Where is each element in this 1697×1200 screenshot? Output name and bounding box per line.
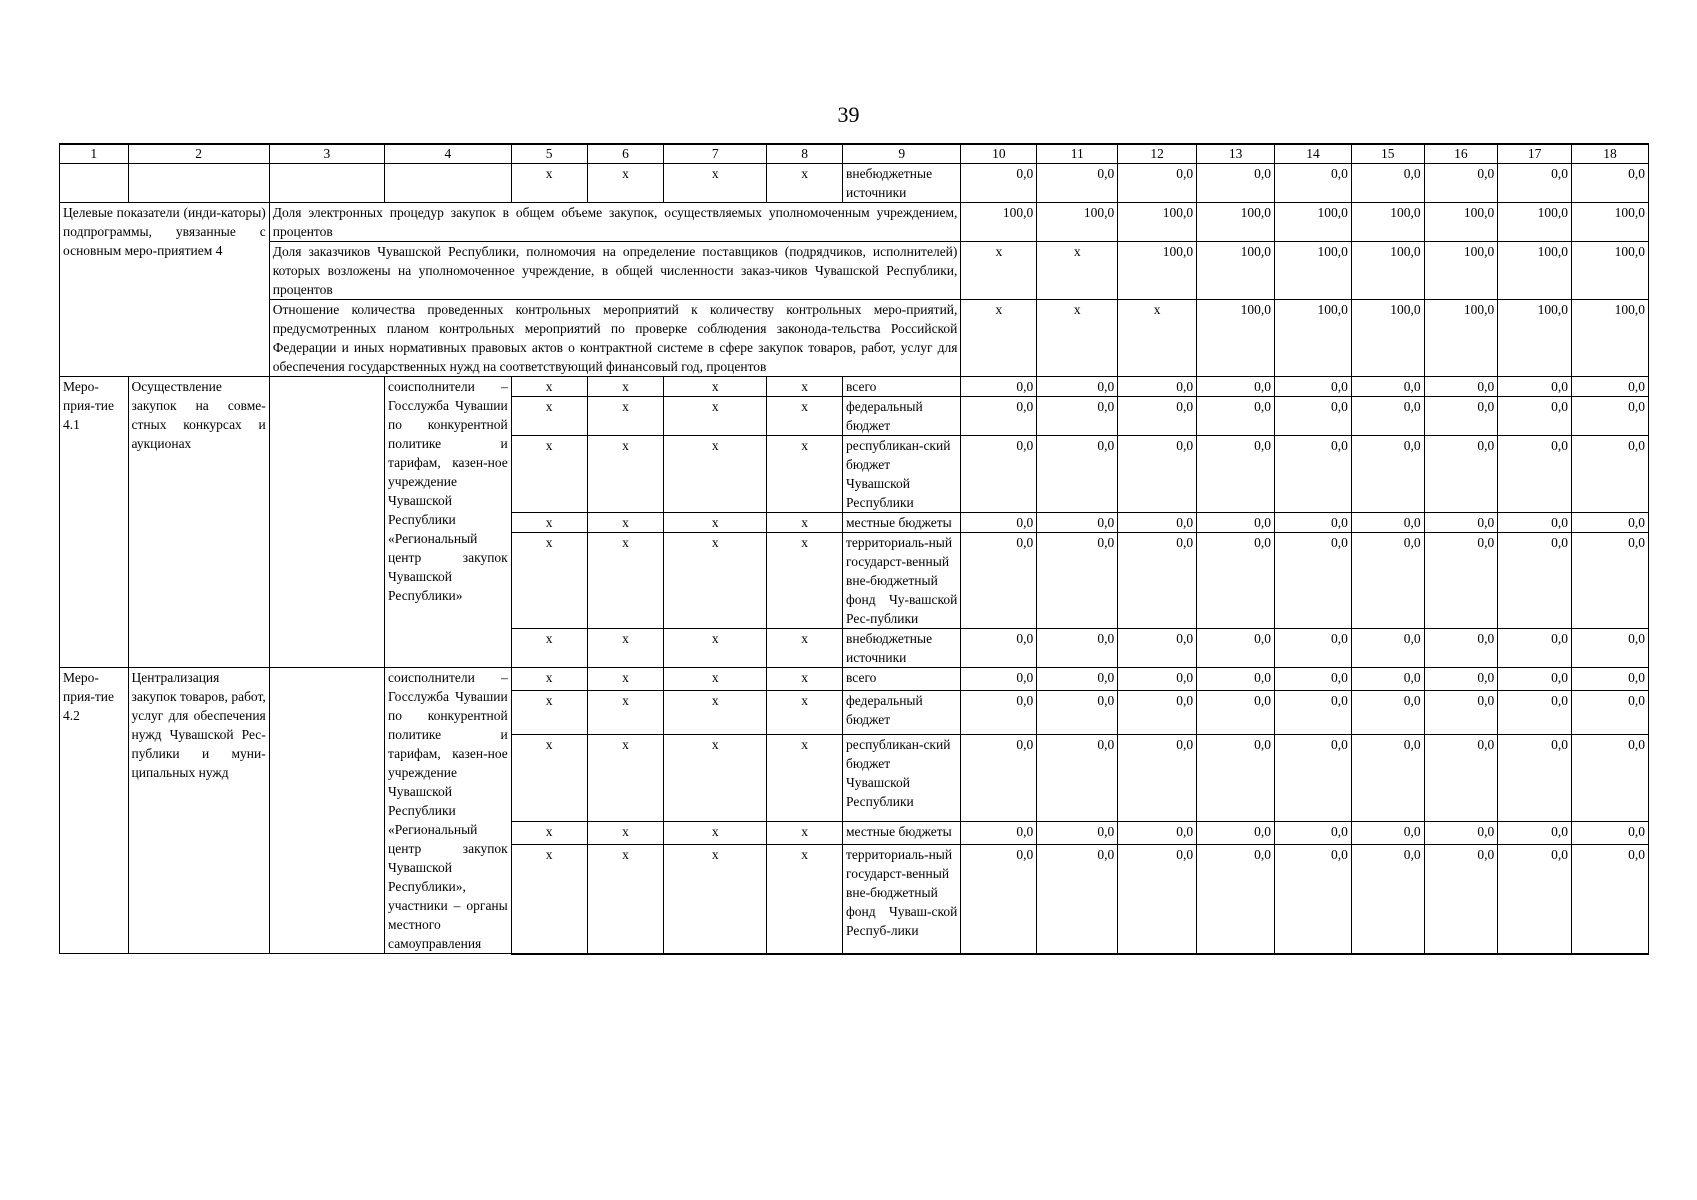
value-cell: 0,0	[1424, 397, 1498, 436]
indicator-row	[60, 300, 1649, 377]
value-cell: 0,0	[1424, 629, 1498, 668]
value-cell: 0,0	[961, 668, 1037, 691]
value-cell: 0,0	[1572, 377, 1649, 397]
source-cell: внебюджетные источники	[843, 164, 961, 203]
x-cell: х	[664, 690, 767, 734]
value-cell: 0,0	[1197, 734, 1275, 821]
source-cell: федеральный бюджет	[843, 690, 961, 734]
value-cell: 0,0	[1572, 436, 1649, 513]
source-cell: всего	[843, 668, 961, 691]
indicator-value: 100,0	[1572, 203, 1649, 242]
value-cell: 0,0	[1351, 734, 1424, 821]
header-cell: 8	[767, 144, 843, 164]
value-cell: 0,0	[1037, 513, 1118, 533]
value-cell: 0,0	[1118, 844, 1197, 953]
indicator-value: х	[1118, 300, 1197, 377]
value-cell: 0,0	[1351, 436, 1424, 513]
value-cell: 0,0	[1275, 436, 1352, 513]
value-cell: 0,0	[1037, 436, 1118, 513]
header-cell: 6	[587, 144, 664, 164]
indicator-value: 100,0	[1197, 300, 1275, 377]
header-cell: 15	[1351, 144, 1424, 164]
indicator-value: 100,0	[1572, 300, 1649, 377]
value-cell: 0,0	[1424, 734, 1498, 821]
value-cell: 0,0	[1275, 690, 1352, 734]
value-cell: 0,0	[1037, 690, 1118, 734]
x-cell: х	[511, 690, 587, 734]
value-cell: 0,0	[1197, 164, 1275, 203]
value-cell: 0,0	[961, 844, 1037, 953]
x-cell: х	[767, 436, 843, 513]
x-cell: х	[511, 822, 587, 845]
value-cell: 0,0	[1498, 734, 1572, 821]
value-cell: 0,0	[1572, 164, 1649, 203]
value-cell: 0,0	[1498, 377, 1572, 397]
measure-row	[60, 377, 1649, 397]
value-cell: 0,0	[1424, 377, 1498, 397]
value-cell: 0,0	[1118, 436, 1197, 513]
x-cell: х	[664, 164, 767, 203]
value-cell: 0,0	[1275, 844, 1352, 953]
indicator-value: 100,0	[1351, 300, 1424, 377]
indicator-value: х	[1037, 300, 1118, 377]
x-cell: х	[587, 629, 664, 668]
value-cell: 0,0	[1275, 513, 1352, 533]
header-cell: 17	[1498, 144, 1572, 164]
empty-cell	[128, 164, 269, 203]
indicator-value: 100,0	[1424, 242, 1498, 300]
measure-row	[60, 668, 1649, 691]
header-cell: 14	[1275, 144, 1352, 164]
empty-cell	[269, 377, 384, 668]
header-cell: 18	[1572, 144, 1649, 164]
indicator-row	[60, 203, 1649, 242]
indicator-value: 100,0	[961, 203, 1037, 242]
header-cell: 1	[60, 144, 129, 164]
x-cell: х	[664, 513, 767, 533]
value-cell: 0,0	[1118, 668, 1197, 691]
x-cell: х	[767, 844, 843, 953]
value-cell: 0,0	[961, 377, 1037, 397]
measure-name: Осуществление закупок на совме-стных конкурсах и аукционах	[128, 377, 269, 668]
value-cell: 0,0	[1351, 397, 1424, 436]
value-cell: 0,0	[1118, 533, 1197, 629]
indicator-value: х	[961, 300, 1037, 377]
value-cell: 0,0	[1572, 690, 1649, 734]
x-cell: х	[767, 164, 843, 203]
measure-executor: соисполнители – Госслужба Чувашии по конкурентной политике и тарифам, казен-ное учреждение Чувашской Республики «Региональный центр закупок Чувашской Республики»	[385, 377, 512, 668]
x-cell: х	[587, 734, 664, 821]
value-cell: 0,0	[1498, 513, 1572, 533]
indicator-text: Доля электронных процедур закупок в общем объеме закупок, осуществляемых уполномоченным учреждением, процентов	[269, 203, 961, 242]
value-cell: 0,0	[1037, 844, 1118, 953]
indicator-value: 100,0	[1197, 203, 1275, 242]
value-cell: 0,0	[1037, 397, 1118, 436]
empty-cell	[269, 164, 384, 203]
x-cell: х	[664, 668, 767, 691]
x-cell: х	[511, 164, 587, 203]
measure-name: Централизация закупок товаров, работ, услуг для обеспечения нужд Чувашской Рес-публики и муни-ципальных нужд	[128, 668, 269, 954]
value-cell: 0,0	[1498, 822, 1572, 845]
source-cell: республикан-ский бюджет Чувашской Республики	[843, 734, 961, 821]
indicator-value: 100,0	[1572, 242, 1649, 300]
value-cell: 0,0	[1197, 844, 1275, 953]
value-cell: 0,0	[1424, 690, 1498, 734]
value-cell: 0,0	[1351, 377, 1424, 397]
value-cell: 0,0	[961, 436, 1037, 513]
x-cell: х	[511, 533, 587, 629]
x-cell: х	[767, 822, 843, 845]
source-cell: федеральный бюджет	[843, 397, 961, 436]
x-cell: х	[664, 629, 767, 668]
header-cell: 13	[1197, 144, 1275, 164]
x-cell: х	[587, 377, 664, 397]
header-cell: 2	[128, 144, 269, 164]
source-cell: всего	[843, 377, 961, 397]
value-cell: 0,0	[1037, 533, 1118, 629]
value-cell: 0,0	[961, 734, 1037, 821]
indicator-text: Отношение количества проведенных контрольных мероприятий к количеству контрольных меро-приятий, предусмотренных планом контрольных мероприятий по проверке соблюдения законода-тельства Российской Федерации и иных нормативных правовых актов о контрактной системе в сфере закупок товаров, работ, услуг для обеспечения государственных нужд на соответствующий финансовый год, процентов	[269, 300, 961, 377]
source-cell: местные бюджеты	[843, 822, 961, 845]
x-cell: х	[767, 533, 843, 629]
value-cell: 0,0	[1572, 844, 1649, 953]
source-cell: республикан-ский бюджет Чувашской Республики	[843, 436, 961, 513]
value-cell: 0,0	[1275, 629, 1352, 668]
value-cell: 0,0	[1037, 629, 1118, 668]
x-cell: х	[664, 822, 767, 845]
x-cell: х	[511, 513, 587, 533]
x-cell: х	[511, 377, 587, 397]
value-cell: 0,0	[1424, 513, 1498, 533]
indicator-value: 100,0	[1498, 242, 1572, 300]
value-cell: 0,0	[1351, 690, 1424, 734]
value-cell: 0,0	[1498, 397, 1572, 436]
source-cell: территориаль-ный государст-венный вне-бюджетный фонд Чу-вашской Рес-публики	[843, 533, 961, 629]
value-cell: 0,0	[1118, 377, 1197, 397]
indicator-value: х	[1037, 242, 1118, 300]
value-cell: 0,0	[1275, 822, 1352, 845]
value-cell: 0,0	[1197, 436, 1275, 513]
x-cell: х	[587, 822, 664, 845]
value-cell: 0,0	[1572, 822, 1649, 845]
empty-cell	[60, 164, 129, 203]
x-cell: х	[587, 668, 664, 691]
header-cell: 12	[1118, 144, 1197, 164]
value-cell: 0,0	[961, 822, 1037, 845]
value-cell: 0,0	[1424, 533, 1498, 629]
indicator-value: 100,0	[1197, 242, 1275, 300]
value-cell: 0,0	[1118, 397, 1197, 436]
x-cell: х	[664, 533, 767, 629]
value-cell: 0,0	[1197, 377, 1275, 397]
value-cell: 0,0	[1351, 164, 1424, 203]
x-cell: х	[587, 690, 664, 734]
value-cell: 0,0	[1275, 164, 1352, 203]
value-cell: 0,0	[1498, 690, 1572, 734]
x-cell: х	[664, 397, 767, 436]
value-cell: 0,0	[1197, 629, 1275, 668]
value-cell: 0,0	[1197, 533, 1275, 629]
value-cell: 0,0	[1424, 822, 1498, 845]
value-cell: 0,0	[1498, 533, 1572, 629]
empty-cell	[385, 164, 512, 203]
value-cell: 0,0	[1572, 734, 1649, 821]
x-cell: х	[511, 629, 587, 668]
indicator-value: 100,0	[1351, 203, 1424, 242]
value-cell: 0,0	[961, 164, 1037, 203]
x-cell: х	[767, 397, 843, 436]
indicator-value: 100,0	[1424, 203, 1498, 242]
header-cell: 7	[664, 144, 767, 164]
value-cell: 0,0	[1498, 164, 1572, 203]
indicator-value: х	[961, 242, 1037, 300]
x-cell: х	[587, 513, 664, 533]
x-cell: х	[587, 397, 664, 436]
value-cell: 0,0	[1037, 164, 1118, 203]
indicator-value: 100,0	[1275, 300, 1352, 377]
indicator-value: 100,0	[1275, 203, 1352, 242]
indicator-value: 100,0	[1118, 203, 1197, 242]
header-cell: 5	[511, 144, 587, 164]
x-cell: х	[511, 668, 587, 691]
x-cell: х	[767, 668, 843, 691]
value-cell: 0,0	[1572, 533, 1649, 629]
value-cell: 0,0	[1197, 397, 1275, 436]
value-cell: 0,0	[1498, 436, 1572, 513]
x-cell: х	[511, 436, 587, 513]
x-cell: х	[511, 734, 587, 821]
header-cell: 3	[269, 144, 384, 164]
measure-executor: соисполнители – Госслужба Чувашии по конкурентной политике и тарифам, казен-ное учреждение Чувашской Республики «Региональный центр закупок Чувашской Республики», участники – органы местного самоуправления	[385, 668, 512, 954]
value-cell: 0,0	[1572, 397, 1649, 436]
indicators-label: Целевые показатели (инди-каторы) подпрограммы, увязанные с основным меро-приятием 4	[60, 203, 270, 377]
empty-cell	[269, 668, 384, 954]
budget-table	[59, 143, 1649, 955]
value-cell: 0,0	[1572, 668, 1649, 691]
x-cell: х	[511, 844, 587, 953]
x-cell: х	[767, 734, 843, 821]
x-cell: х	[664, 844, 767, 953]
measure-label: Меро-прия-тие 4.2	[60, 668, 129, 954]
x-cell: х	[511, 397, 587, 436]
value-cell: 0,0	[1037, 734, 1118, 821]
value-cell: 0,0	[1498, 668, 1572, 691]
value-cell: 0,0	[1351, 668, 1424, 691]
x-cell: х	[587, 844, 664, 953]
value-cell: 0,0	[1118, 164, 1197, 203]
value-cell: 0,0	[1498, 629, 1572, 668]
header-cell: 10	[961, 144, 1037, 164]
x-cell: х	[664, 436, 767, 513]
indicator-value: 100,0	[1498, 300, 1572, 377]
value-cell: 0,0	[1572, 513, 1649, 533]
x-cell: х	[664, 377, 767, 397]
x-cell: х	[767, 377, 843, 397]
value-cell: 0,0	[1118, 822, 1197, 845]
table-row	[60, 164, 1649, 203]
value-cell: 0,0	[1118, 690, 1197, 734]
x-cell: х	[587, 436, 664, 513]
value-cell: 0,0	[1572, 629, 1649, 668]
value-cell: 0,0	[1424, 436, 1498, 513]
value-cell: 0,0	[1351, 629, 1424, 668]
value-cell: 0,0	[1275, 533, 1352, 629]
value-cell: 0,0	[1197, 690, 1275, 734]
value-cell: 0,0	[1037, 668, 1118, 691]
value-cell: 0,0	[961, 690, 1037, 734]
value-cell: 0,0	[1275, 734, 1352, 821]
x-cell: х	[767, 513, 843, 533]
value-cell: 0,0	[961, 629, 1037, 668]
value-cell: 0,0	[1424, 668, 1498, 691]
x-cell: х	[767, 690, 843, 734]
value-cell: 0,0	[1037, 822, 1118, 845]
indicator-text: Доля заказчиков Чувашской Республики, полномочия на определение поставщиков (подрядчиков, исполнителей) которых возложены на уполномоченное учреждение, в общей численности заказ-чиков Чувашской Республики, процентов	[269, 242, 961, 300]
page-number: 39	[837, 102, 860, 127]
header-cell: 4	[385, 144, 512, 164]
indicator-value: 100,0	[1424, 300, 1498, 377]
x-cell: х	[587, 164, 664, 203]
value-cell: 0,0	[1037, 377, 1118, 397]
indicator-value: 100,0	[1118, 242, 1197, 300]
header-cell: 11	[1037, 144, 1118, 164]
indicator-value: 100,0	[1498, 203, 1572, 242]
value-cell: 0,0	[961, 513, 1037, 533]
value-cell: 0,0	[1351, 513, 1424, 533]
indicator-value: 100,0	[1275, 242, 1352, 300]
value-cell: 0,0	[961, 397, 1037, 436]
value-cell: 0,0	[1197, 668, 1275, 691]
value-cell: 0,0	[1424, 844, 1498, 953]
column-number-row	[60, 144, 1649, 164]
x-cell: х	[587, 533, 664, 629]
value-cell: 0,0	[1351, 533, 1424, 629]
value-cell: 0,0	[1197, 513, 1275, 533]
value-cell: 0,0	[1351, 822, 1424, 845]
value-cell: 0,0	[1275, 397, 1352, 436]
indicator-value: 100,0	[1351, 242, 1424, 300]
source-cell: внебюджетные источники	[843, 629, 961, 668]
measure-label: Меро-прия-тие 4.1	[60, 377, 129, 668]
value-cell: 0,0	[1118, 734, 1197, 821]
header-cell: 16	[1424, 144, 1498, 164]
value-cell: 0,0	[1275, 377, 1352, 397]
value-cell: 0,0	[961, 533, 1037, 629]
source-cell: местные бюджеты	[843, 513, 961, 533]
value-cell: 0,0	[1275, 668, 1352, 691]
x-cell: х	[767, 629, 843, 668]
header-cell: 9	[843, 144, 961, 164]
value-cell: 0,0	[1118, 629, 1197, 668]
value-cell: 0,0	[1197, 822, 1275, 845]
value-cell: 0,0	[1351, 844, 1424, 953]
value-cell: 0,0	[1118, 513, 1197, 533]
x-cell: х	[664, 734, 767, 821]
indicator-value: 100,0	[1037, 203, 1118, 242]
indicator-row	[60, 242, 1649, 300]
value-cell: 0,0	[1424, 164, 1498, 203]
source-cell: территориаль-ный государст-венный вне-бюджетный фонд Чуваш-ской Респуб-лики	[843, 844, 961, 953]
value-cell: 0,0	[1498, 844, 1572, 953]
